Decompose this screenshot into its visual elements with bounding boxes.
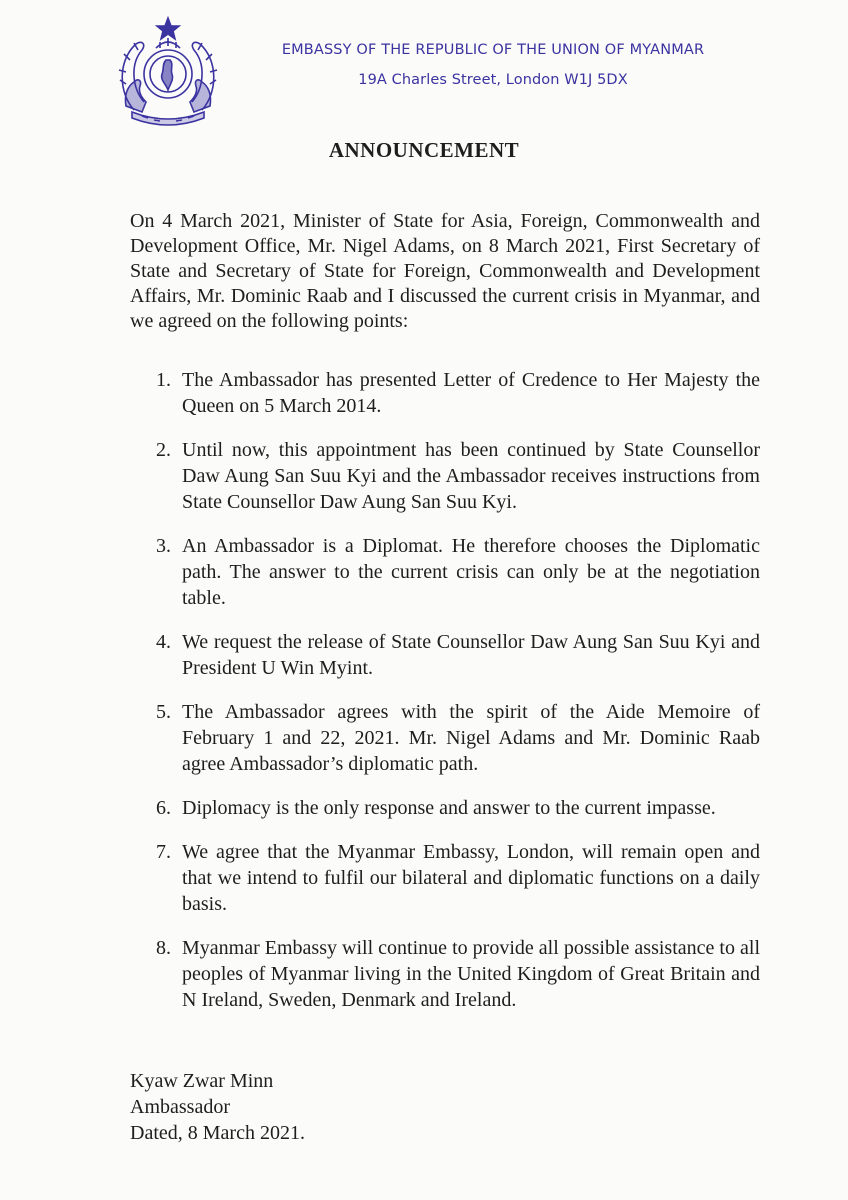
point-text: We agree that the Myanmar Embassy, London, will remain open and that we intend to fulfil our bilateral and diplomatic functions on a daily basis.	[182, 841, 760, 915]
point-text: Until now, this appointment has been continued by State Counsellor Daw Aung San Suu Kyi and the Ambassador receives instructions from State Counsellor Daw Aung San Suu Kyi.	[182, 439, 760, 513]
point-number: 2.	[156, 439, 171, 461]
point-number: 1.	[156, 369, 171, 391]
signature-block	[130, 1068, 305, 1146]
list-item	[130, 533, 760, 611]
point-text: Myanmar Embassy will continue to provide all possible assistance to all peoples of Myanmar living in the United Kingdom of Great Britain and N Ireland, Sweden, Denmark and Ireland.	[182, 937, 760, 1011]
signatory-position: Ambassador	[130, 1096, 230, 1118]
list-item	[130, 935, 760, 1013]
list-item	[130, 795, 760, 821]
signature-date: Dated, 8 March 2021.	[130, 1122, 305, 1144]
point-number: 8.	[156, 937, 171, 959]
point-number: 4.	[156, 631, 171, 653]
list-item	[130, 437, 760, 515]
signatory-name: Kyaw Zwar Minn	[130, 1070, 274, 1092]
intro-paragraph: On 4 March 2021, Minister of State for Asia, Foreign, Commonwealth and Development Office, Mr. Nigel Adams, on 8 March 2021, First Secretary of State and Secretary of State for Foreign, Commonwealth and Development Affairs, Mr. Dominic Raab and I discussed the current crisis in Myanmar, and we agreed on the following points:	[130, 210, 760, 332]
point-number: 3.	[156, 535, 171, 557]
myanmar-state-seal-icon	[112, 14, 224, 126]
points-list	[130, 367, 760, 1031]
embassy-address: 19A Charles Street, London W1J 5DX	[358, 72, 628, 88]
point-text: The Ambassador agrees with the spirit of the Aide Memoire of February 1 and 22, 2021. Mr. Nigel Adams and Mr. Dominic Raab agree Ambassador’s diplomatic path.	[182, 701, 760, 775]
list-item	[130, 839, 760, 917]
point-text: Diplomacy is the only response and answer to the current impasse.	[182, 797, 716, 819]
point-text: We request the release of State Counsellor Daw Aung San Suu Kyi and President U Win Myint.	[182, 631, 760, 679]
embassy-name: EMBASSY OF THE REPUBLIC OF THE UNION OF MYANMAR	[281, 42, 705, 58]
list-item	[130, 629, 760, 681]
letterhead	[268, 42, 718, 88]
point-number: 7.	[156, 841, 171, 863]
point-text: An Ambassador is a Diplomat. He therefore chooses the Diplomatic path. The answer to the current crisis can only be at the negotiation table.	[182, 535, 760, 609]
point-number: 5.	[156, 701, 171, 723]
page-title: ANNOUNCEMENT	[328, 138, 520, 162]
list-item	[130, 367, 760, 419]
point-number: 6.	[156, 797, 171, 819]
point-text: The Ambassador has presented Letter of Credence to Her Majesty the Queen on 5 March 2014.	[182, 369, 760, 417]
list-item	[130, 699, 760, 777]
